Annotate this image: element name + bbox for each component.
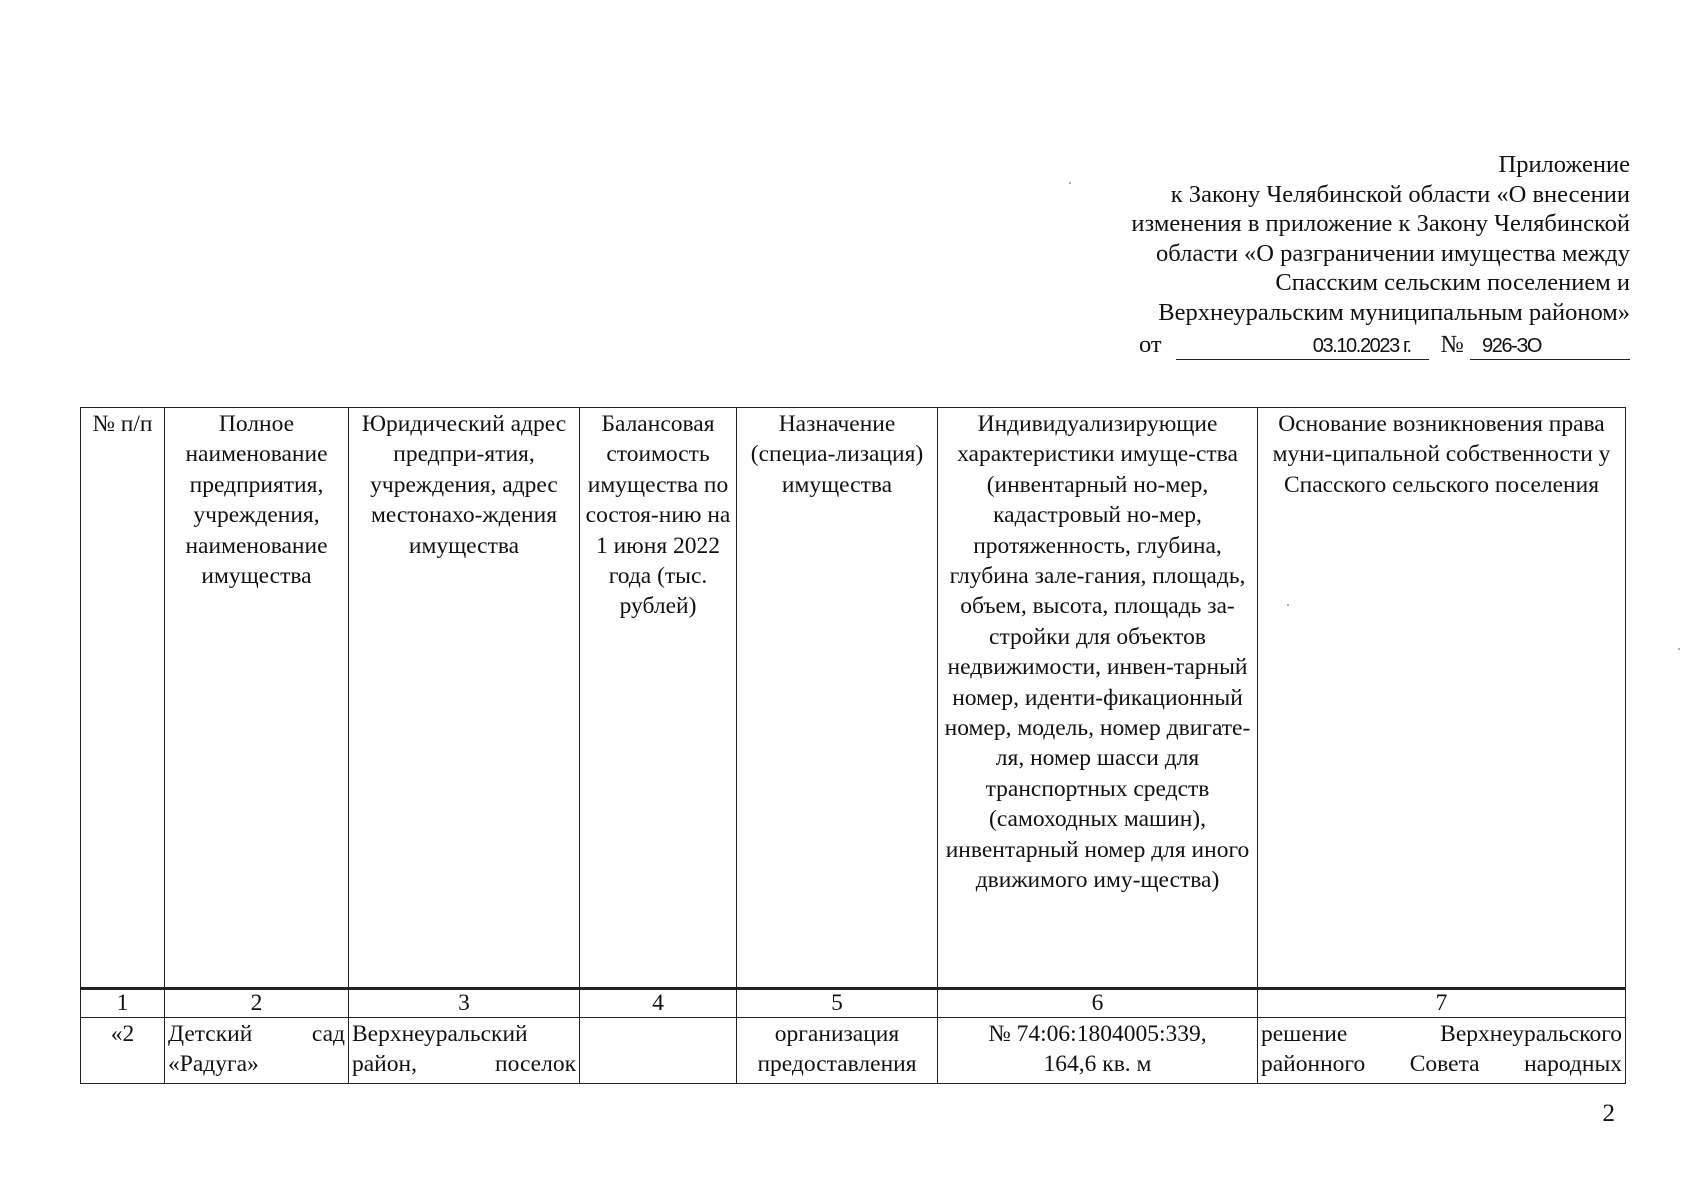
table-row — [81, 1018, 1626, 1084]
column-number: 6 — [938, 989, 1258, 1018]
characteristics-line: № 74:06:1804005:339, — [988, 1021, 1207, 1047]
appendix-line: к Закону Челябинской области «О внесении — [1170, 180, 1630, 208]
purpose-line: предоставления — [757, 1051, 917, 1077]
cell-balance — [580, 1018, 737, 1084]
column-number: 1 — [81, 989, 165, 1018]
appendix-line: Верхнеуральским муниципальным районом» — [1158, 298, 1630, 326]
header-address: Юридический адрес предпри-ятия, учреждения, адрес местонахо-ждения имущества — [349, 408, 580, 989]
header-name: Полное наименование предприятия, учреждения, наименование имущества — [165, 408, 349, 989]
from-label: от — [1138, 330, 1162, 358]
column-number: 7 — [1258, 989, 1626, 1018]
name-line: «Радуга» — [168, 1051, 259, 1077]
law-date-number-line — [1131, 330, 1630, 360]
page-number: 2 — [1602, 1100, 1615, 1127]
cell-address — [349, 1018, 580, 1084]
header-purpose: Назначение (специа-лизация) имущества — [737, 408, 938, 989]
appendix-line: области «О разграничении имущества между — [1155, 239, 1630, 267]
header-basis: Основание возникновения права муни-ципальной собственности у Спасского сельского поселения — [1258, 408, 1626, 989]
table-header-row — [81, 408, 1626, 989]
header-balance: Балансовая стоимость имущества по состоя-нию на 1 июня 2022 года (тыс. рублей) — [580, 408, 737, 989]
law-number: 926-ЗО — [1470, 333, 1630, 360]
basis-line: решение Верхнеуральского — [1261, 1021, 1622, 1047]
address-line: Верхнеуральский — [352, 1021, 528, 1047]
basis-line: районного Совета народных — [1261, 1051, 1622, 1077]
column-number: 2 — [165, 989, 349, 1018]
cell-characteristics — [938, 1018, 1258, 1084]
characteristics-line: 164,6 кв. м — [1043, 1051, 1152, 1077]
scan-speck — [1287, 604, 1289, 606]
name-line: Детский сад — [168, 1021, 345, 1047]
appendix-line: изменения в приложение к Закону Челябинской — [1131, 210, 1630, 238]
appendix-line: Спасским сельским поселением и — [1275, 269, 1630, 297]
property-table — [80, 407, 1626, 1084]
scan-speck — [1069, 182, 1071, 184]
number-sign: № — [1440, 330, 1464, 358]
column-number-row — [81, 989, 1626, 1018]
header-number: № п/п — [81, 408, 165, 989]
appendix-title: Приложение — [1498, 151, 1630, 178]
purpose-line: организация — [774, 1021, 900, 1047]
column-number: 3 — [349, 989, 580, 1018]
law-date: 03.10.2023 г. — [1176, 333, 1429, 360]
column-number: 4 — [580, 989, 737, 1018]
appendix-header — [1131, 150, 1630, 360]
column-number: 5 — [737, 989, 938, 1018]
cell-name — [165, 1018, 349, 1084]
header-characteristics: Индивидуализирующие характеристики имуще-ства (инвентарный но-мер, кадастровый но-мер, протяженность, глубина, глубина зале-гания, площадь, объем, высота, площадь за-стройки для объектов недвижимости, инвен-тарный номер, иденти-фикационный номер, модель, номер двигате-ля, номер шасси для транспортных средств (самоходных машин), инвентарный номер для иного движимого иму-щества) — [938, 408, 1258, 989]
cell-purpose — [737, 1018, 938, 1084]
scan-speck — [1678, 648, 1680, 650]
address-line: район, поселок — [352, 1051, 576, 1077]
row-number: «2 — [81, 1018, 165, 1084]
cell-basis — [1258, 1018, 1626, 1084]
